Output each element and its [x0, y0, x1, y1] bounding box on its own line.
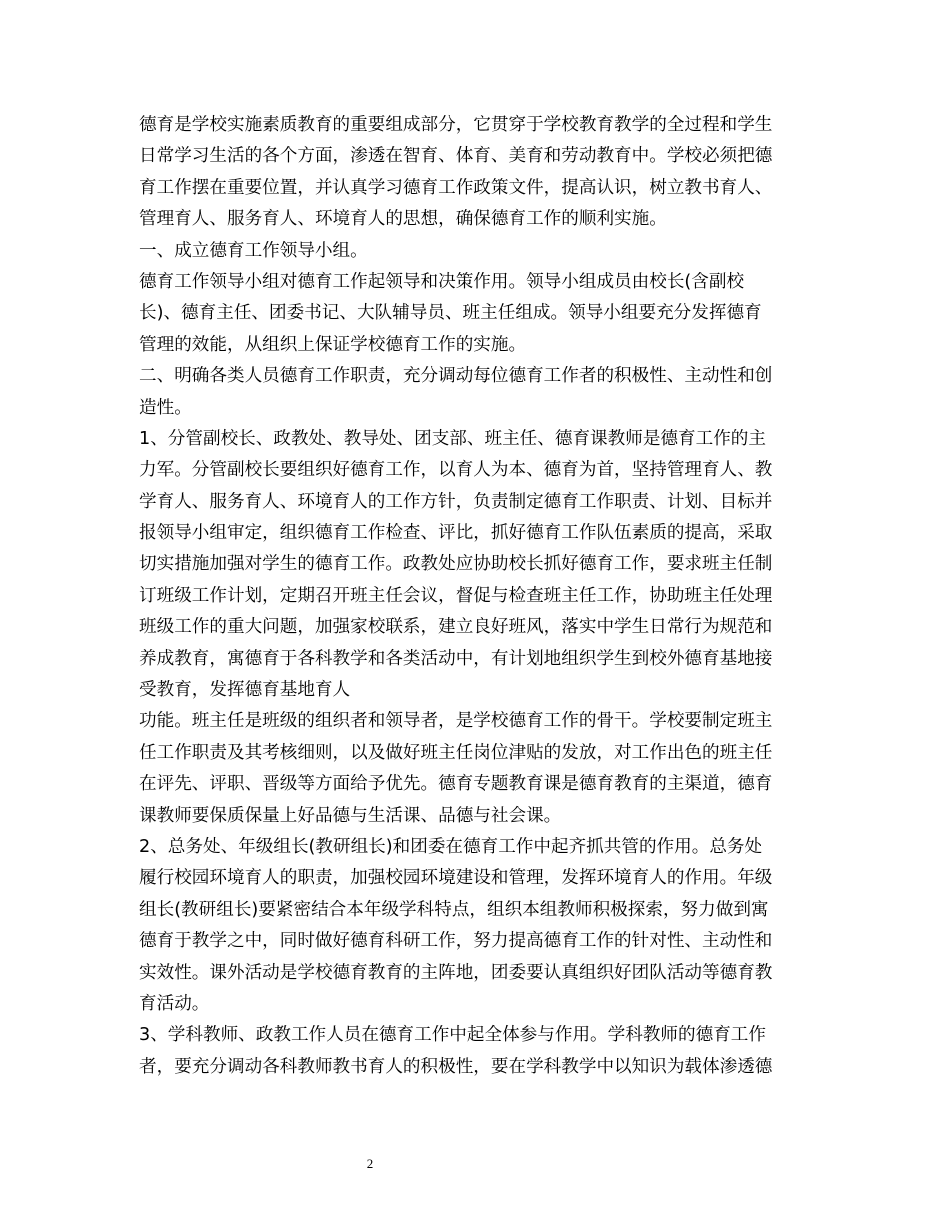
text-line: 长)、德育主任、团委书记、大队辅导员、班主任组成。领导小组要充分发挥德育	[139, 303, 762, 324]
text-line: 实效性。课外活动是学校德育教育的主阵地，团委要认真组织好团队活动等德育教	[139, 962, 773, 983]
text-line: 功能。班主任是班级的组织者和领导者，是学校德育工作的骨干。学校要制定班主	[139, 711, 773, 732]
text-line: 管理育人、服务育人、环境育人的思想，确保德育工作的顺利实施。	[139, 209, 667, 230]
text-line: 任工作职责及其考核细则，以及做好班主任岗位津贴的发放，对工作出色的班主任	[139, 742, 773, 763]
text-line: 组长(教研组长)要紧密结合本年级学科特点，组织本组教师积极探索，努力做到寓	[139, 899, 769, 920]
text-line: 者，要充分调动各科教师教书育人的积极性，要在学科教学中以知识为载体渗透德	[139, 1056, 773, 1077]
section-heading-1: 一、成立德育工作领导小组。	[139, 240, 368, 261]
text-line: 力军。分管副校长要组织好德育工作，以育人为本、德育为首，坚持管理育人、教	[139, 460, 773, 481]
section-heading-2: 二、明确各类人员德育工作职责，充分调动每位德育工作者的积极性、主动性和创	[139, 366, 773, 387]
text-line: 履行校园环境育人的职责，加强校园环境建设和管理，发挥环境育人的作用。年级	[139, 868, 773, 889]
body-text	[139, 110, 819, 1083]
text-line: 2、总务处、年级组长(教研组长)和团委在德育工作中起齐抓共管的作用。总务处	[139, 836, 763, 857]
text-line: 德育工作领导小组对德育工作起领导和决策作用。领导小组成员由校长(含副校	[139, 271, 745, 292]
text-line: 造性。	[139, 397, 192, 418]
text-line: 课教师要保质保量上好品德与生活课、品德与社会课。	[139, 805, 562, 826]
text-line: 学育人、服务育人、环境育人的工作方针，负责制定德育工作职责、计划、目标并	[139, 491, 773, 512]
text-line: 德育于教学之中，同时做好德育科研工作，努力提高德育工作的针对性、主动性和	[139, 931, 773, 952]
text-line: 管理的效能，从组织上保证学校德育工作的实施。	[139, 334, 527, 355]
text-line: 育工作摆在重要位置，并认真学习德育工作政策文件，提高认识，树立教书育人、	[139, 177, 773, 198]
text-line: 受教育，发挥德育基地育人	[139, 680, 351, 701]
text-line: 切实措施加强对学生的德育工作。政教处应协助校长抓好德育工作，要求班主任制	[139, 554, 773, 575]
text-line: 养成教育，寓德育于各科教学和各类活动中，有计划地组织学生到校外德育基地接	[139, 648, 773, 669]
page-number: 2	[366, 1156, 374, 1171]
text-line: 德育是学校实施素质教育的重要组成部分，它贯穿于学校教育教学的全过程和学生	[139, 115, 773, 135]
text-line: 3、学科教师、政教工作人员在德育工作中起全体参与作用。学科教师的德育工作	[139, 1025, 766, 1046]
text-line: 班级工作的重大问题，加强家校联系，建立良好班风，落实中学生日常行为规范和	[139, 617, 773, 638]
text-line: 订班级工作计划，定期召开班主任会议，督促与检查班主任工作，协助班主任处理	[139, 585, 773, 606]
text-line: 在评先、评职、晋级等方面给予优先。德育专题教育课是德育教育的主渠道，德育	[139, 774, 773, 795]
text-line: 1、分管副校长、政教处、教导处、团支部、班主任、德育课教师是德育工作的主	[139, 428, 766, 449]
text-line: 日常学习生活的各个方面，渗透在智育、体育、美育和劳动教育中。学校必须把德	[139, 146, 773, 167]
text-line: 育活动。	[139, 993, 210, 1014]
text-line: 报领导小组审定，组织德育工作检查、评比，抓好德育工作队伍素质的提高，采取	[139, 523, 773, 544]
